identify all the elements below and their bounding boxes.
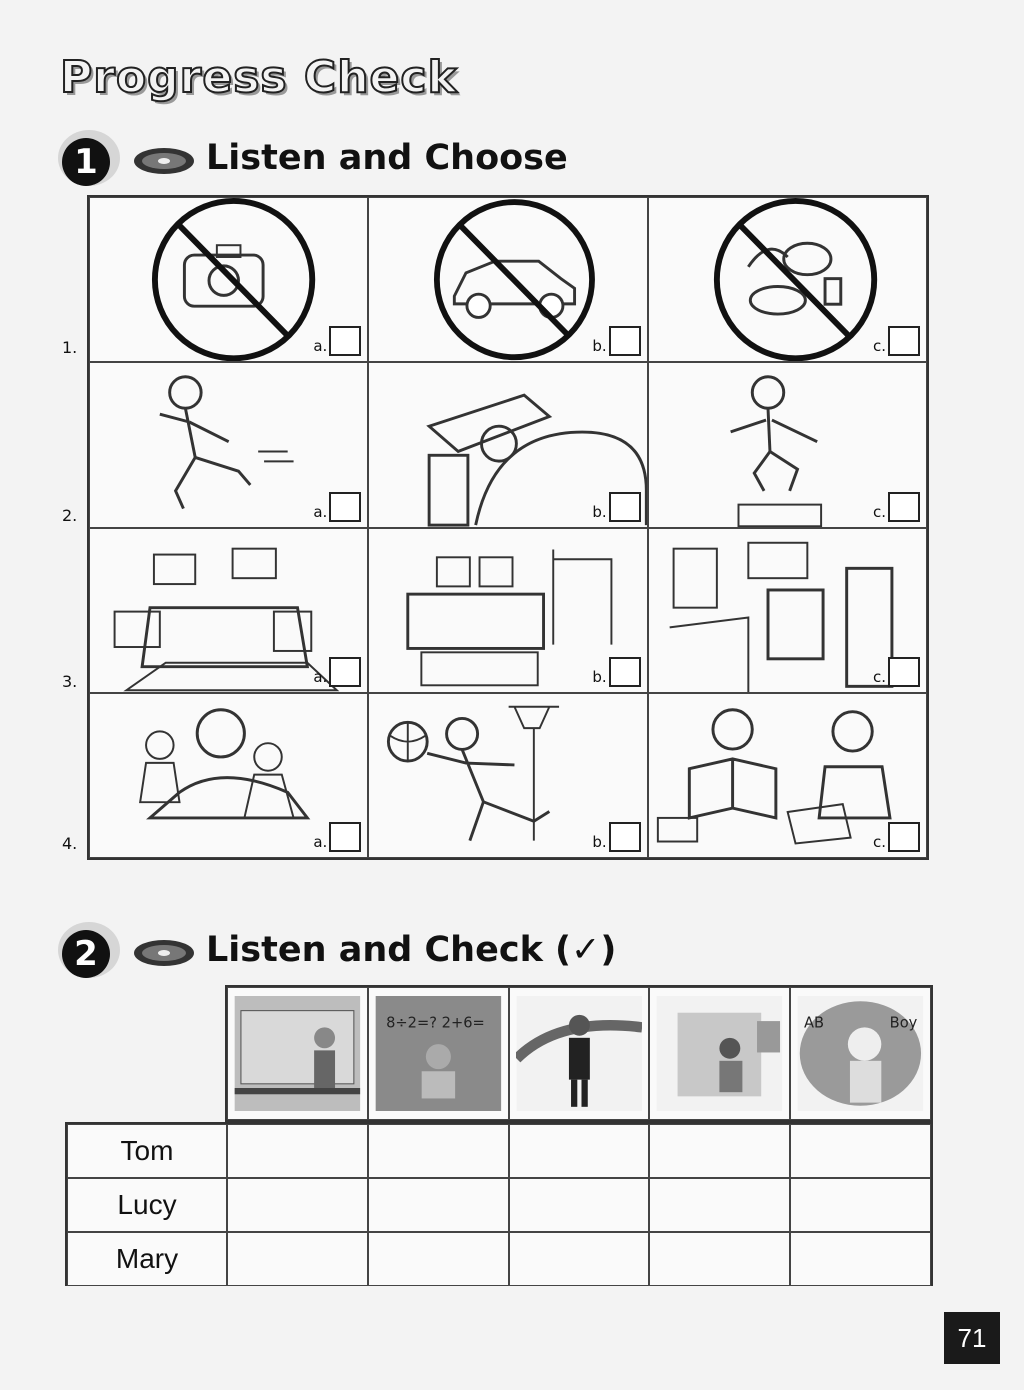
answer-checkbox[interactable] (888, 822, 920, 852)
check-cell[interactable] (790, 1124, 931, 1178)
option-cell (368, 528, 647, 693)
student-name: Lucy (67, 1178, 227, 1232)
check-cell[interactable] (368, 1232, 509, 1286)
option-cell (368, 197, 647, 362)
answer-checkbox[interactable] (888, 657, 920, 687)
check-cell[interactable] (368, 1178, 509, 1232)
subject-picture-cell (509, 987, 650, 1120)
boy-doing-math-icon (375, 996, 502, 1111)
teacher-at-board-icon (234, 996, 361, 1111)
check-cell[interactable] (790, 1178, 931, 1232)
svg-text:AB: AB (804, 1014, 825, 1032)
section-number: 1 (62, 138, 110, 186)
listen-and-check-table (65, 985, 933, 1286)
option-letter: c. (872, 337, 886, 356)
check-cell[interactable] (790, 1232, 931, 1286)
answer-grid (65, 1122, 933, 1286)
option-letter: b. (592, 833, 607, 851)
student-name: Tom (67, 1124, 227, 1178)
answer-checkbox[interactable] (609, 492, 641, 522)
item-number: 4. (62, 834, 78, 853)
check-cell[interactable] (649, 1178, 790, 1232)
check-cell[interactable] (509, 1232, 650, 1286)
subject-picture-cell (649, 987, 790, 1120)
check-cell[interactable] (649, 1232, 790, 1286)
subject-picture-cell (368, 987, 509, 1120)
answer-checkbox[interactable] (329, 822, 361, 852)
svg-text:8÷2=? 2+6=: 8÷2=? 2+6= (385, 1014, 485, 1032)
option-letter: a. (313, 667, 328, 686)
music-conductor-icon (516, 996, 643, 1111)
check-cell[interactable] (227, 1232, 368, 1286)
option-cell (89, 362, 368, 527)
option-cell (89, 528, 368, 693)
answer-checkbox[interactable] (329, 492, 361, 522)
page-number: 71 (944, 1312, 1000, 1364)
section-label: Listen and Check (✓) (206, 930, 617, 970)
option-cell (648, 362, 927, 527)
cd-icon (133, 938, 195, 968)
option-letter: b. (592, 502, 607, 521)
section-number: 2 (62, 930, 110, 978)
option-letter: c. (872, 667, 886, 686)
answer-checkbox[interactable] (609, 657, 641, 687)
section-label: Listen and Choose (206, 138, 568, 178)
item-number: 2. (62, 506, 78, 525)
option-cell (368, 693, 647, 858)
answer-checkbox[interactable] (609, 822, 641, 852)
item-number: 1. (62, 338, 78, 357)
option-letter: a. (313, 337, 328, 356)
option-letter: c. (872, 502, 886, 521)
answer-checkbox[interactable] (329, 657, 361, 687)
answer-checkbox[interactable] (329, 326, 361, 356)
check-cell[interactable] (509, 1178, 650, 1232)
student-name: Mary (67, 1232, 227, 1286)
option-letter: b. (592, 337, 607, 356)
subject-picture-cell (227, 987, 368, 1120)
svg-text:Boy: Boy (889, 1014, 918, 1032)
option-letter: c. (872, 833, 886, 851)
page-title: Progress Check (60, 52, 458, 103)
option-cell (648, 693, 927, 858)
check-cell[interactable] (509, 1124, 650, 1178)
option-cell (89, 197, 368, 362)
answer-checkbox[interactable] (888, 492, 920, 522)
check-cell[interactable] (227, 1124, 368, 1178)
option-letter: b. (592, 667, 607, 686)
listen-and-choose-grid (87, 195, 929, 860)
answer-checkbox[interactable] (888, 326, 920, 356)
option-letter: a. (313, 502, 328, 521)
check-cell[interactable] (368, 1124, 509, 1178)
boy-with-dolphin-and-pictures-icon (656, 996, 783, 1111)
option-cell (368, 362, 647, 527)
option-cell (648, 197, 927, 362)
cd-icon (133, 146, 195, 176)
girl-learning-english-icon (797, 996, 924, 1111)
subject-pictures-row (225, 985, 933, 1122)
item-number: 3. (62, 672, 78, 691)
option-cell (648, 528, 927, 693)
check-cell[interactable] (649, 1124, 790, 1178)
option-letter: a. (313, 833, 328, 851)
subject-picture-cell (790, 987, 931, 1120)
check-cell[interactable] (227, 1178, 368, 1232)
answer-checkbox[interactable] (609, 326, 641, 356)
option-cell (89, 693, 368, 858)
